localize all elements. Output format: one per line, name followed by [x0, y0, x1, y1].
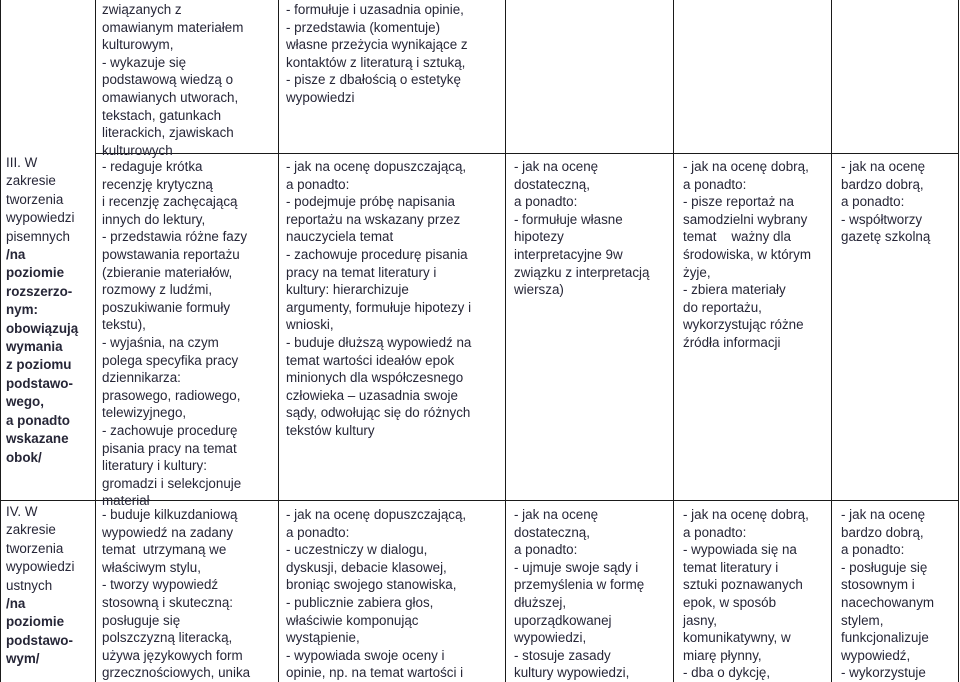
cell-text-line: opinie, np. na temat wartości i: [286, 665, 464, 681]
cell-text-line: grzecznościowych, unika: [102, 665, 251, 681]
cell-text-line: dłuższej,: [514, 594, 567, 610]
cell-text-line: - redaguje krótka: [102, 159, 203, 174]
cell-text-line: - współtworzy: [841, 211, 923, 227]
cell-text-line: argumenty, formułuje hipotezy i: [286, 299, 472, 315]
cell-text-line: gazetę szkolną: [841, 229, 931, 245]
cell-text-line: wypowiedź,: [841, 647, 911, 663]
cell-text-line: broniąc swojego stanowiska,: [286, 577, 457, 593]
cell-text-line: - pisze z dbałością o estetykę: [286, 72, 461, 88]
cell-text-line: żyje,: [683, 264, 711, 280]
cell-text-line: temat utrzymaną we: [102, 542, 227, 558]
cell-text-line: - uczestniczy w dialogu,: [286, 542, 428, 558]
column-divider-4: [673, 0, 674, 682]
table-border-left: [0, 0, 1, 682]
section-header-line: /na: [6, 247, 26, 263]
section-header-line: z poziomu: [6, 357, 72, 373]
cell-text-line: wykorzystując różne: [683, 317, 804, 333]
cell-text-line: pisania pracy na temat: [102, 440, 237, 456]
cell-text-line: temat ważny dla: [683, 229, 791, 245]
cell-text-line: reportażu na wskazany przez: [286, 211, 461, 227]
cell-text-line: nauczyciela temat: [286, 229, 394, 245]
cell-text-line: - zachowuje procedurę pisania: [286, 246, 468, 262]
cell-text-line: wiersza): [514, 282, 564, 298]
section-header-line: tworzenia: [6, 191, 64, 207]
cell-text-line: a ponadto:: [683, 524, 747, 540]
cell-text-line: źródła informacji: [683, 334, 781, 350]
col4-mid-cell: [683, 158, 830, 500]
cell-text-line: bardzo dobrą,: [841, 176, 924, 192]
section-header-line: zakresie: [6, 173, 56, 189]
cell-text-line: - jak na ocenę dopuszczającą,: [286, 507, 467, 522]
cell-text-line: stosownym i: [841, 577, 915, 593]
cell-text-line: sztuki poznawanych: [683, 577, 803, 593]
cell-text-line: - wypowiada swoje oceny i: [286, 647, 445, 663]
col1-top-cell: [102, 1, 277, 158]
cell-text-line: tekstu),: [102, 317, 146, 333]
section-header-line: wskazane: [6, 431, 69, 447]
cell-text-line: powstawania reportażu: [102, 246, 240, 262]
cell-text-line: do reportażu,: [683, 299, 762, 315]
section-header-line: wymania: [6, 339, 63, 355]
cell-text-line: funkcjonalizuje: [841, 630, 929, 646]
section-header-line: poziomie: [6, 265, 65, 281]
cell-text-line: bardzo dobrą,: [841, 524, 924, 540]
cell-text-line: - zbiera materiały: [683, 282, 786, 298]
cell-text-line: literackich, zjawiskach: [102, 125, 234, 141]
cell-text-line: i recenzję zachęcającą: [102, 194, 238, 210]
cell-text-line: - przedstawia różne fazy: [102, 229, 248, 245]
cell-text-line: wypowiedzi: [286, 89, 355, 105]
cell-text-line: - posługuje się: [841, 559, 928, 575]
cell-text-line: stylem,: [841, 612, 884, 628]
section-4-header: [6, 503, 94, 681]
col2-mid-cell: [286, 158, 504, 500]
section-header-line: tworzenia: [6, 540, 64, 556]
cell-text-line: polszczyzną literacką,: [102, 630, 233, 646]
section-header-line: nym:: [6, 302, 38, 318]
cell-text-line: - podejmuje próbę napisania: [286, 194, 455, 210]
cell-text-line: - tworzy wypowiedź: [102, 577, 219, 593]
cell-text-line: - stosuje zasady: [514, 647, 611, 663]
cell-text-line: - jak na ocenę: [841, 507, 926, 522]
cell-text-line: hipotezy: [514, 229, 564, 245]
cell-text-line: środowiska, w którym: [683, 246, 811, 262]
cell-text-line: kontaktów z literaturą i sztuką,: [286, 54, 466, 70]
section-header-line: wypowiedzi: [6, 210, 75, 226]
cell-text-line: - jak na ocenę: [514, 507, 599, 522]
section-header-line: obok/: [6, 449, 42, 465]
cell-text-line: prasowego, radiowego,: [102, 387, 241, 403]
cell-text-line: - pisze reportaż na: [683, 194, 794, 210]
section-header-line: podstawo-: [6, 632, 73, 648]
cell-text-line: - buduje kilkuzdaniową: [102, 507, 238, 522]
cell-text-line: recenzję krytyczną: [102, 176, 213, 192]
cell-text-line: jasny,: [683, 612, 717, 628]
cell-text-line: posługuje się: [102, 612, 181, 628]
cell-text-line: a ponadto:: [514, 194, 578, 210]
column-divider-5: [831, 0, 832, 682]
cell-text-line: przemyślenia w formę: [514, 577, 645, 593]
cell-text-line: - wypowiada się na: [683, 542, 797, 558]
section-header-line: wego,: [6, 394, 44, 410]
cell-text-line: - buduje dłuższą wypowiedź na: [286, 334, 472, 350]
cell-text-line: - wyjaśnia, na czym: [102, 334, 219, 350]
cell-text-line: (zbieranie materiałów,: [102, 264, 233, 280]
cell-text-line: nacechowanym: [841, 594, 935, 610]
cell-text-line: - wykorzystuje: [841, 665, 926, 681]
col1-mid-cell: [102, 158, 277, 509]
cell-text-line: miarę płynny,: [683, 647, 762, 663]
col5-bot-cell: [841, 506, 957, 682]
cell-text-line: sądy, odwołując się do różnych: [286, 405, 471, 421]
cell-text-line: - formułuje i uzasadnia opinie,: [286, 2, 464, 17]
cell-text-line: tekstach, gatunkach: [102, 107, 222, 123]
section-header-line: a ponadto: [6, 412, 70, 428]
col2-top-cell: [286, 1, 504, 153]
cell-text-line: właściwie komponując: [286, 612, 419, 628]
column-divider-1: [95, 0, 96, 682]
cell-text-line: gromadzi i selekcjonuje: [102, 475, 242, 491]
cell-text-line: minionych dla współczesnego: [286, 370, 464, 386]
cell-text-line: kultury wypowiedzi,: [514, 665, 630, 681]
cell-text-line: podstawową wiedzą o: [102, 72, 234, 88]
cell-text-line: wystąpienie,: [286, 630, 360, 646]
cell-text-line: właściwym stylu,: [102, 559, 201, 575]
cell-text-line: człowieka – uzasadnia swoje: [286, 387, 458, 403]
cell-text-line: stosowną i skuteczną:: [102, 594, 233, 610]
col3-mid-cell: [514, 158, 672, 500]
cell-text-line: - przedstawia (komentuje): [286, 19, 441, 35]
cell-text-line: - jak na ocenę dopuszczającą,: [286, 159, 467, 174]
column-divider-2: [278, 0, 279, 682]
cell-text-line: dziennikarza:: [102, 370, 181, 386]
section-header-line: IV. W: [6, 504, 38, 519]
cell-text-line: komunikatywny, w: [683, 630, 791, 646]
section-header-line: wym/: [6, 651, 40, 667]
cell-text-line: a ponadto:: [514, 542, 578, 558]
cell-text-line: rozmowy z ludźmi,: [102, 282, 213, 298]
cell-text-line: - dba o dykcję,: [683, 665, 771, 681]
cell-text-line: - jak na ocenę: [514, 159, 599, 174]
cell-text-line: wypowiedzi,: [514, 630, 587, 646]
section-header-line: wypowiedzi: [6, 559, 75, 575]
cell-text-line: dyskusji, debacie klasowej,: [286, 559, 447, 575]
col3-bot-cell: [514, 506, 672, 682]
section-header-line: /na: [6, 596, 26, 612]
cell-text-line: a ponadto:: [841, 194, 905, 210]
cell-text-line: - wykazuje się: [102, 54, 187, 70]
section-header-line: zakresie: [6, 522, 56, 538]
col1-bot-cell: [102, 506, 277, 682]
cell-text-line: samodzielni wybrany: [683, 211, 808, 227]
cell-text-line: - publicznie zabiera głos,: [286, 594, 434, 610]
cell-text-line: związanych z: [102, 2, 182, 17]
cell-text-line: kulturowych: [102, 142, 173, 158]
cell-text-line: kulturowym,: [102, 37, 174, 53]
cell-text-line: - jak na ocenę dobrą,: [683, 507, 809, 522]
column-divider-3: [505, 0, 506, 682]
cell-text-line: tekstów kultury: [286, 422, 375, 438]
cell-text-line: poszukiwanie formuły: [102, 299, 231, 315]
cell-text-line: własne przeżycia wynikające z: [286, 37, 468, 53]
cell-text-line: używa językowych form: [102, 647, 243, 663]
cell-text-line: literatury i kultury:: [102, 458, 207, 474]
cell-text-line: pracy na temat literatury i: [286, 264, 437, 280]
cell-text-line: temat literatury i: [683, 559, 779, 575]
section-header-line: obowiązują: [6, 320, 79, 336]
cell-text-line: - formułuje własne: [514, 211, 623, 227]
section-header-line: rozszerzo-: [6, 283, 73, 299]
col5-mid-cell: [841, 158, 957, 500]
cell-text-line: dostateczną,: [514, 176, 590, 192]
cell-text-line: a ponadto:: [841, 542, 905, 558]
cell-text-line: a ponadto:: [286, 524, 350, 540]
cell-text-line: związku z interpretacją: [514, 264, 650, 280]
cell-text-line: polega specyfika pracy: [102, 352, 239, 368]
section-header-line: pisemnych: [6, 228, 71, 244]
table-border-right: [958, 0, 959, 682]
cell-text-line: dostateczną,: [514, 524, 590, 540]
cell-text-line: - jak na ocenę dobrą,: [683, 159, 809, 174]
cell-text-line: interpretacyjne 9w: [514, 246, 623, 262]
cell-text-line: omawianym materiałem: [102, 19, 244, 35]
col4-bot-cell: [683, 506, 830, 682]
section-header-line: poziomie: [6, 614, 65, 630]
cell-text-line: - zachowuje procedurę: [102, 422, 238, 438]
cell-text-line: materiał: [102, 493, 150, 509]
section-3-header: [6, 154, 94, 494]
cell-text-line: temat wartości ideałów epok: [286, 352, 455, 368]
section-header-line: podstawo-: [6, 375, 73, 391]
cell-text-line: innych do lektury,: [102, 211, 206, 227]
cell-text-line: wypowiedź na zadany: [102, 524, 234, 540]
cell-text-line: omawianych utworach,: [102, 89, 239, 105]
cell-text-line: uporządkowanej: [514, 612, 612, 628]
cell-text-line: kultury: hierarchizuje: [286, 282, 409, 298]
cell-text-line: epok, w sposób: [683, 594, 777, 610]
section-header-line: III. W: [6, 155, 38, 170]
cell-text-line: - ujmuje swoje sądy i: [514, 559, 639, 575]
col2-bot-cell: [286, 506, 504, 682]
section-header-line: ustnych: [6, 577, 53, 593]
cell-text-line: telewizyjnego,: [102, 405, 187, 421]
cell-text-line: a ponadto:: [286, 176, 350, 192]
cell-text-line: wnioski,: [286, 317, 334, 333]
cell-text-line: a ponadto:: [683, 176, 747, 192]
cell-text-line: - jak na ocenę: [841, 159, 926, 174]
